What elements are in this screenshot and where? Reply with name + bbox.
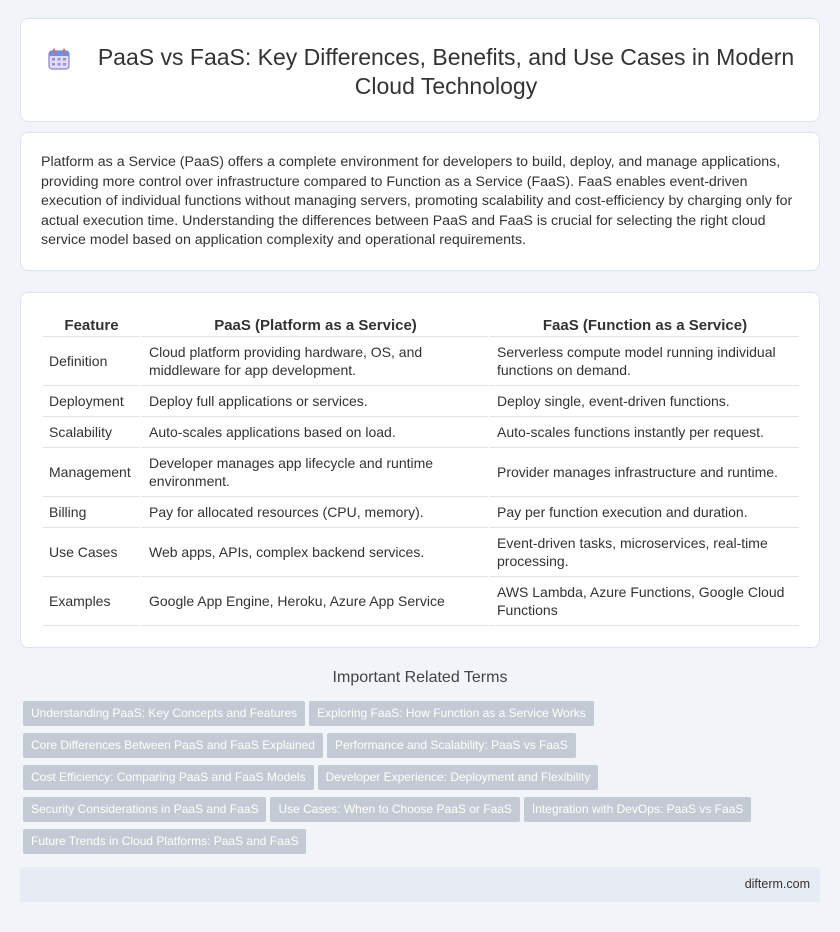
paas-cell: Web apps, APIs, complex backend services.	[140, 528, 488, 577]
table-header-row	[43, 313, 799, 337]
feature-cell: Billing	[43, 497, 140, 528]
paas-cell: Auto-scales applications based on load.	[140, 417, 488, 448]
paas-cell: Google App Engine, Heroku, Azure App Service	[140, 577, 488, 626]
column-header-paas: PaaS (Platform as a Service)	[140, 313, 488, 337]
faas-cell: Serverless compute model running individual functions on demand.	[488, 337, 799, 386]
related-term-tag[interactable]: Use Cases: When to Choose PaaS or FaaS	[270, 797, 519, 822]
related-terms-list	[23, 701, 823, 861]
paas-cell: Deploy full applications or services.	[140, 386, 488, 417]
related-term-tag[interactable]: Performance and Scalability: PaaS vs FaaS	[327, 733, 576, 758]
faas-cell: Provider manages infrastructure and runtime.	[488, 448, 799, 497]
table-row	[43, 497, 799, 528]
related-term-tag[interactable]: Understanding PaaS: Key Concepts and Features	[23, 701, 305, 726]
footer	[20, 867, 820, 902]
feature-cell: Definition	[43, 337, 140, 386]
table-row	[43, 337, 799, 386]
table-row	[43, 577, 799, 626]
paas-cell: Developer manages app lifecycle and runtime environment.	[140, 448, 488, 497]
table-row	[43, 386, 799, 417]
paas-cell: Pay for allocated resources (CPU, memory).	[140, 497, 488, 528]
table-row	[43, 417, 799, 448]
faas-cell: Event-driven tasks, microservices, real-time processing.	[488, 528, 799, 577]
footer-site-link[interactable]: difterm.com	[744, 877, 810, 891]
comparison-table-card	[20, 292, 820, 648]
column-header-faas: FaaS (Function as a Service)	[488, 313, 799, 337]
comparison-table	[43, 313, 799, 626]
feature-cell: Use Cases	[43, 528, 140, 577]
table-row	[43, 448, 799, 497]
paas-cell: Cloud platform providing hardware, OS, and middleware for app development.	[140, 337, 488, 386]
page-title: PaaS vs FaaS: Key Differences, Benefits, and Use Cases in Modern Cloud Technology	[97, 44, 795, 99]
feature-cell: Examples	[43, 577, 140, 626]
related-term-tag[interactable]: Security Considerations in PaaS and FaaS	[23, 797, 266, 822]
header-card	[20, 18, 820, 122]
feature-cell: Scalability	[43, 417, 140, 448]
intro-text: Platform as a Service (PaaS) offers a complete environment for developers to build, deploy, and manage applications, providing more control over infrastructure compared to Function as a Service (FaaS). FaaS enables event-driven execution of individual functions without managing servers, promoting scalability and cost-efficiency by charging only for actual execution time. Understanding the differences between PaaS and FaaS is crucial for selecting the right cloud service model based on application complexity and operational requirements.	[41, 154, 793, 248]
faas-cell: Deploy single, event-driven functions.	[488, 386, 799, 417]
faas-cell: AWS Lambda, Azure Functions, Google Cloud Functions	[488, 577, 799, 626]
related-term-tag[interactable]: Future Trends in Cloud Platforms: PaaS and FaaS	[23, 829, 306, 854]
column-header-feature: Feature	[43, 313, 140, 337]
table-row	[43, 528, 799, 577]
feature-cell: Deployment	[43, 386, 140, 417]
related-terms-title: Important Related Terms	[332, 669, 508, 686]
feature-cell: Management	[43, 448, 140, 497]
intro-card	[20, 132, 820, 271]
related-term-tag[interactable]: Core Differences Between PaaS and FaaS Explained	[23, 733, 323, 758]
faas-cell: Auto-scales functions instantly per request.	[488, 417, 799, 448]
related-term-tag[interactable]: Developer Experience: Deployment and Flexibility	[318, 765, 599, 790]
related-term-tag[interactable]: Integration with DevOps: PaaS vs FaaS	[524, 797, 751, 822]
related-term-tag[interactable]: Cost Efficiency: Comparing PaaS and FaaS Models	[23, 765, 314, 790]
related-term-tag[interactable]: Exploring FaaS: How Function as a Service Works	[309, 701, 594, 726]
faas-cell: Pay per function execution and duration.	[488, 497, 799, 528]
